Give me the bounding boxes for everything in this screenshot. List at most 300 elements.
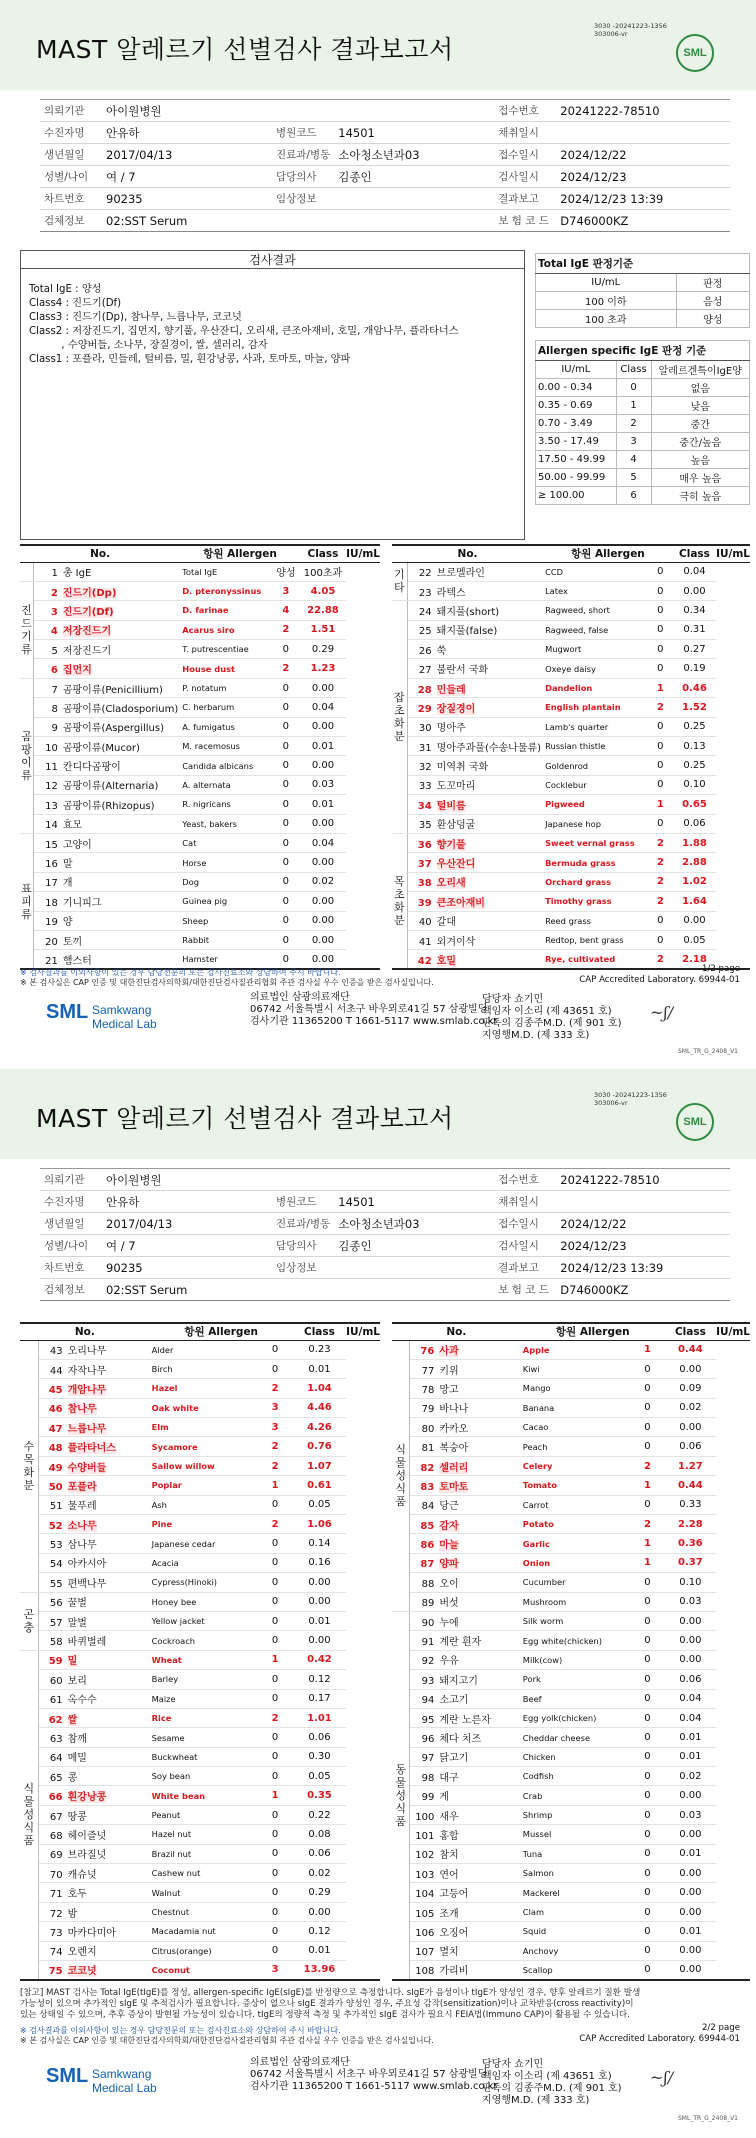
allergen-iu-value: 0.27 xyxy=(673,640,716,659)
allergen-name: 오렌지 xyxy=(67,1947,97,1959)
allergen-row xyxy=(20,659,380,678)
allergen-iu-value: 0.01 xyxy=(300,737,346,756)
allergen-name: 곰팡이류(Cladosporium) xyxy=(62,703,179,715)
allergen-number: 9 xyxy=(51,723,58,735)
allergen-name: 쌀 xyxy=(67,1714,78,1726)
allergen-english-name: Hazel xyxy=(150,1379,258,1398)
allergen-number: 11 xyxy=(45,762,58,774)
allergen-english-name: R. nigricans xyxy=(180,795,272,814)
allergen-row xyxy=(392,1515,750,1534)
allergen-row xyxy=(392,678,750,697)
allergen-iu-value: 0.03 xyxy=(665,1592,716,1611)
allergen-iu-value: 0.04 xyxy=(665,1708,716,1727)
allergen-name: 불란서 국화 xyxy=(436,665,489,677)
column-header: IU/mL xyxy=(346,1323,380,1340)
allergen-class: 0 xyxy=(272,892,300,911)
allergen-number: 85 xyxy=(420,1520,435,1532)
allergen-row xyxy=(20,1456,380,1475)
allergen-number: 98 xyxy=(421,1772,435,1784)
allergen-class: 2 xyxy=(257,1708,292,1727)
signature-image: ~ʃ/ xyxy=(650,1003,674,1022)
allergen-name: 진드기(Df) xyxy=(62,606,114,618)
allergen-class: 2 xyxy=(648,950,673,969)
allergen-name: 가리비 xyxy=(439,1966,469,1978)
allergen-english-name: Tuna xyxy=(521,1844,630,1863)
allergen-row xyxy=(392,1573,750,1592)
allergen-row xyxy=(20,930,380,949)
allergen-number: 106 xyxy=(415,1927,435,1939)
allergen-english-name: Crab xyxy=(521,1786,630,1805)
allergen-number: 21 xyxy=(45,955,58,967)
allergen-english-name: Citrus(orange) xyxy=(150,1941,258,1960)
allergen-row xyxy=(20,1864,380,1883)
hospital-code: 14501 xyxy=(334,122,494,144)
allergen-iu-value: 1.07 xyxy=(293,1456,346,1475)
allergen-row xyxy=(20,1922,380,1941)
column-header: Class xyxy=(300,545,346,562)
allergen-number: 54 xyxy=(49,1559,63,1571)
allergen-row xyxy=(20,1553,380,1572)
allergen-row xyxy=(20,1786,380,1805)
allergen-number: 88 xyxy=(421,1578,435,1590)
allergen-iu-value: 0.00 xyxy=(293,1573,346,1592)
allergen-name: 기니피그 xyxy=(62,897,102,909)
allergen-class: 0 xyxy=(648,562,673,581)
allergen-name: 밀 xyxy=(67,1656,78,1668)
allergen-name: 개 xyxy=(62,878,73,890)
allergen-row xyxy=(392,1418,750,1437)
allergen-iu-value: 0.30 xyxy=(293,1747,346,1766)
allergen-class: 0 xyxy=(257,1922,292,1941)
allergen-number: 45 xyxy=(48,1384,63,1396)
allergen-english-name: Japanese cedar xyxy=(150,1534,258,1553)
allergen-row xyxy=(392,1864,750,1883)
allergen-name: 물푸레 xyxy=(67,1501,97,1513)
allergen-name: 장질경이 xyxy=(436,703,476,715)
allergen-name: 양파 xyxy=(439,1559,459,1571)
allergen-english-name: Sheep xyxy=(180,911,272,930)
allergen-group-label: 동물성식품 xyxy=(392,1611,410,1979)
allergen-class: 0 xyxy=(630,1631,664,1650)
allergen-english-name: Cashew nut xyxy=(150,1864,258,1883)
allergen-row xyxy=(20,1534,380,1553)
allergen-name: 복숭아 xyxy=(439,1443,469,1455)
allergen-class: 0 xyxy=(257,1553,292,1572)
allergen-row xyxy=(20,1961,380,1980)
allergen-row xyxy=(392,775,750,794)
allergen-number: 47 xyxy=(48,1423,63,1435)
allergen-row xyxy=(20,833,380,852)
allergen-iu-value: 0.08 xyxy=(293,1825,346,1844)
allergen-english-name: Peach xyxy=(521,1437,630,1456)
allergen-row xyxy=(392,1534,750,1553)
allergen-name: 곰팡이류(Rhizopus) xyxy=(62,800,155,812)
chart-number: 90235 xyxy=(102,188,272,210)
allergen-english-name: A. alternata xyxy=(180,775,272,794)
allergen-iu-value: 0.00 xyxy=(673,911,716,930)
allergen-number: 13 xyxy=(45,800,58,812)
allergen-iu-value: 0.23 xyxy=(293,1340,346,1359)
result-line: Class3 : 진드기(Dp), 참나무, 느릅나무, 코코넛 xyxy=(29,312,242,323)
allergen-row xyxy=(392,1476,750,1495)
allergen-english-name: Codfish xyxy=(521,1767,630,1786)
allergen-name: 연어 xyxy=(439,1869,459,1881)
allergen-number: 60 xyxy=(49,1675,63,1687)
allergen-name: 감자 xyxy=(439,1520,459,1532)
allergen-name: 브라질넛 xyxy=(67,1850,107,1862)
allergen-name: 개암나무 xyxy=(67,1384,107,1396)
allergen-class: 0 xyxy=(648,930,673,949)
allergen-iu-value: 0.14 xyxy=(293,1534,346,1553)
allergen-row xyxy=(392,1941,750,1960)
allergen-number: 33 xyxy=(418,781,432,793)
allergen-class: 0 xyxy=(648,581,673,600)
allergen-row xyxy=(392,756,750,775)
allergen-english-name: Mussel xyxy=(521,1825,630,1844)
allergen-iu-value: 0.65 xyxy=(673,795,716,814)
allergen-class: 0 xyxy=(272,833,300,852)
column-header: 항원 Allergen xyxy=(521,1323,665,1340)
allergen-iu-value: 0.00 xyxy=(665,1825,716,1844)
allergen-iu-value: 0.12 xyxy=(293,1922,346,1941)
allergen-english-name: Pork xyxy=(521,1670,630,1689)
allergen-row xyxy=(392,930,750,949)
allergen-english-name: Garlic xyxy=(521,1534,630,1553)
allergen-name: 당근 xyxy=(439,1501,459,1513)
allergen-iu-value: 0.00 xyxy=(665,1941,716,1960)
column-header: No. xyxy=(392,545,543,562)
allergen-name: 돼지풀(false) xyxy=(436,626,498,638)
allergen-row xyxy=(392,1456,750,1475)
specific-ige-criteria: Allergen specific IgE 판정 기준 IU/mL Class 알레르겐특이IgE양 0.00 - 0.34 0 없음 0.35 - 0.69 1 낮음 0.70 - 3.49 2 중간 3.50 - 17.49 3 중간/높음 17.50 - 49.99 4 높음 50.00 - 99.99 5 매우 높음 ≥ 100.00 6 극히 높음 xyxy=(535,340,750,505)
allergen-class: 0 xyxy=(630,1864,664,1883)
allergen-english-name: Redtop, bent grass xyxy=(543,930,648,949)
allergen-class: 4 xyxy=(272,601,300,620)
allergen-iu-value: 0.00 xyxy=(293,1592,346,1611)
allergen-iu-value: 0.31 xyxy=(673,620,716,639)
allergen-english-name: Cheddar cheese xyxy=(521,1728,630,1747)
allergen-row xyxy=(20,1476,380,1495)
allergen-name: 효모 xyxy=(62,820,83,832)
allergen-row xyxy=(20,1495,380,1514)
allergen-name: 오리나무 xyxy=(67,1346,107,1358)
allergen-row xyxy=(392,1379,750,1398)
allergen-number: 76 xyxy=(420,1346,435,1358)
allergen-class: 0 xyxy=(630,1398,664,1417)
allergen-name: 키위 xyxy=(439,1365,459,1377)
allergen-english-name: Potato xyxy=(521,1515,630,1534)
allergen-name: 버섯 xyxy=(439,1598,459,1610)
allergen-name: 돼지풀(short) xyxy=(436,606,500,618)
allergen-row xyxy=(392,562,750,581)
allergen-number: 87 xyxy=(420,1559,435,1571)
allergen-class: 0 xyxy=(630,1379,664,1398)
patient-info-table: 의뢰기관 아이원병원 접수번호 20241222-78510 수진자명 안유하 병원코드 14501 채취일시 생년월일 2017/04/13 진료과/병동 소아청소년과03 접수일시 2024/12/22 성별/나이 여 / 7 담당의사 김종인 검사일시 2024/12/23 차트번호 90235 임상정보 결과보고 2024/12/23 13:39 검체정보 02:SST Serum 보 험 코 드 D746000KZ xyxy=(40,1168,730,1301)
allergen-number: 28 xyxy=(417,684,432,696)
allergen-name: 밤 xyxy=(67,1908,78,1920)
allergen-name: 큰조아재비 xyxy=(436,897,485,909)
allergen-iu-value: 0.06 xyxy=(665,1670,716,1689)
allergen-class: 0 xyxy=(257,1941,292,1960)
allergen-row xyxy=(392,1825,750,1844)
allergen-iu-value: 0.00 xyxy=(293,1631,346,1650)
allergen-iu-value: 1.02 xyxy=(673,872,716,891)
allergen-row xyxy=(392,1495,750,1514)
allergen-number: 67 xyxy=(49,1811,63,1823)
column-header: IU/mL xyxy=(716,545,750,562)
allergen-english-name: Pigweed xyxy=(543,795,648,814)
allergen-name: 캐슈넛 xyxy=(67,1869,97,1881)
allergen-class: 0 xyxy=(630,1941,664,1960)
allergen-name: 외겨이삭 xyxy=(436,936,476,948)
allergen-english-name: Salmon xyxy=(521,1864,630,1883)
allergen-english-name: Ash xyxy=(150,1495,258,1514)
allergen-row xyxy=(392,1708,750,1727)
allergen-row xyxy=(392,1631,750,1650)
allergen-number: 25 xyxy=(418,626,432,638)
allergen-row xyxy=(392,581,750,600)
allergen-row xyxy=(392,1650,750,1669)
allergen-name: 플라타너스 xyxy=(67,1443,116,1455)
allergen-group-label: 잡초화분 xyxy=(392,601,407,834)
allergen-table-2-left xyxy=(20,1322,380,1981)
allergen-class: 2 xyxy=(257,1437,292,1456)
allergen-english-name: Mushroom xyxy=(521,1592,630,1611)
allergen-number: 75 xyxy=(48,1966,63,1978)
allergen-iu-value: 0.00 xyxy=(300,853,346,872)
allergen-class: 0 xyxy=(257,1747,292,1766)
allergen-iu-value: 0.25 xyxy=(673,756,716,775)
allergen-class: 양성 xyxy=(272,562,300,581)
allergen-class: 0 xyxy=(257,1631,292,1650)
allergen-iu-value: 0.00 xyxy=(300,814,346,833)
hospital-value: 아이원병원 xyxy=(102,100,272,122)
allergen-number: 101 xyxy=(415,1830,435,1842)
allergen-name: 수양버들 xyxy=(67,1462,107,1474)
allergen-row xyxy=(20,1515,380,1534)
allergen-class: 0 xyxy=(257,1534,292,1553)
allergen-row xyxy=(392,1786,750,1805)
allergen-english-name: Maize xyxy=(150,1689,258,1708)
allergen-name: 브로멜라인 xyxy=(436,568,485,580)
sml-logo: SML xyxy=(676,1103,714,1141)
allergen-iu-value: 2.18 xyxy=(673,950,716,969)
result-line: , 수양버들, 소나무, 장질경이, 쌀, 셀러리, 감자 xyxy=(29,340,268,351)
allergen-class: 0 xyxy=(630,1728,664,1747)
allergen-iu-value: 0.00 xyxy=(300,930,346,949)
allergen-iu-value: 1.88 xyxy=(673,833,716,852)
allergen-name: 곰팡이류(Penicillium) xyxy=(62,684,163,696)
allergen-number: 16 xyxy=(45,859,58,871)
allergen-name: 토마토 xyxy=(439,1481,469,1493)
allergen-class: 2 xyxy=(648,698,673,717)
allergen-english-name: Chestnut xyxy=(150,1902,258,1921)
allergen-row xyxy=(392,892,750,911)
allergen-class: 0 xyxy=(648,911,673,930)
allergen-iu-value: 0.00 xyxy=(300,911,346,930)
allergen-iu-value: 0.61 xyxy=(293,1476,346,1495)
allergen-class: 0 xyxy=(257,1864,292,1883)
allergen-class: 0 xyxy=(648,775,673,794)
allergen-row xyxy=(20,1573,380,1592)
allergen-english-name: T. putrescentiae xyxy=(180,640,272,659)
allergen-number: 71 xyxy=(49,1889,63,1901)
page-number-2: 2/2 page CAP Accredited Laboratory. 69944-01 xyxy=(579,2023,740,2044)
allergen-row xyxy=(392,795,750,814)
allergen-row xyxy=(20,640,380,659)
allergen-class: 0 xyxy=(630,1418,664,1437)
allergen-english-name: D. pteronyssinus xyxy=(180,581,272,600)
allergen-class: 1 xyxy=(630,1534,664,1553)
allergen-row xyxy=(392,814,750,833)
allergen-english-name: Sycamore xyxy=(150,1437,258,1456)
allergen-class: 0 xyxy=(630,1611,664,1630)
allergen-class: 0 xyxy=(272,775,300,794)
allergen-class: 1 xyxy=(257,1650,292,1669)
allergen-name: 오이 xyxy=(439,1578,459,1590)
allergen-name: 갈대 xyxy=(436,917,456,929)
doctor: 김종인 xyxy=(334,166,494,188)
allergen-class: 0 xyxy=(648,737,673,756)
allergen-row xyxy=(20,775,380,794)
allergen-row xyxy=(20,1418,380,1437)
allergen-class: 0 xyxy=(630,1592,664,1611)
allergen-english-name: Cypress(Hinoki) xyxy=(150,1573,258,1592)
allergen-iu-value: 22.88 xyxy=(300,601,346,620)
allergen-name: 편백나무 xyxy=(67,1578,107,1590)
allergen-row xyxy=(392,1670,750,1689)
allergen-english-name: English plantain xyxy=(543,698,648,717)
allergen-number: 108 xyxy=(415,1966,435,1978)
allergen-row xyxy=(392,620,750,639)
allergen-row xyxy=(392,698,750,717)
allergen-class: 1 xyxy=(648,795,673,814)
criteria-row: ≥ 100.00 6 극히 높음 xyxy=(536,487,750,505)
allergen-name: 호두 xyxy=(67,1889,87,1901)
allergen-class: 0 xyxy=(257,1844,292,1863)
allergen-number: 46 xyxy=(48,1404,63,1416)
report-title: MAST 알레르기 선별검사 결과보고서 xyxy=(36,1104,454,1133)
allergen-iu-value: 0.03 xyxy=(665,1805,716,1824)
allergen-english-name: Orchard grass xyxy=(543,872,648,891)
allergen-name: 쑥 xyxy=(436,645,447,657)
allergen-row xyxy=(20,872,380,891)
allergen-english-name: Chicken xyxy=(521,1747,630,1766)
allergen-class: 2 xyxy=(257,1515,292,1534)
allergen-table-1-right xyxy=(392,544,750,970)
allergen-name: 말 xyxy=(62,859,73,871)
allergen-english-name: Carrot xyxy=(521,1495,630,1514)
allergen-iu-value: 13.96 xyxy=(293,1961,346,1980)
result-line: Class2 : 저장진드기, 집먼지, 향기풀, 우산잔디, 오리새, 큰조아재비, 호밀, 개암나무, 플라타너스 xyxy=(29,326,459,337)
allergen-iu-value: 0.09 xyxy=(665,1379,716,1398)
allergen-name: 우유 xyxy=(439,1656,459,1668)
allergen-class: 0 xyxy=(272,640,300,659)
allergen-english-name: Anchovy xyxy=(521,1941,630,1960)
allergen-number: 58 xyxy=(49,1637,63,1649)
allergen-iu-value: 0.00 xyxy=(300,950,346,969)
allergen-english-name: Barley xyxy=(150,1670,258,1689)
allergen-row xyxy=(392,1592,750,1611)
allergen-iu-value: 0.04 xyxy=(300,698,346,717)
allergen-name: 체다 치즈 xyxy=(439,1734,482,1745)
notice-2: ※ 본 검사실은 CAP 인증 및 대한진단검사의학회/대한진단검사질관리협회 주관 검사실 우수 인증을 받은 검사실입니다. xyxy=(20,978,434,987)
allergen-row xyxy=(20,678,380,697)
allergen-row xyxy=(392,1340,750,1359)
allergen-row xyxy=(392,1398,750,1417)
allergen-english-name: Poplar xyxy=(150,1476,258,1495)
allergen-name: 게 xyxy=(439,1792,449,1804)
allergen-row xyxy=(20,1592,380,1611)
column-header: Class xyxy=(293,1323,346,1340)
allergen-iu-value: 0.00 xyxy=(665,1883,716,1902)
allergen-number: 86 xyxy=(420,1540,435,1552)
allergen-name: 털비름 xyxy=(436,800,466,812)
allergen-iu-value: 0.46 xyxy=(673,678,716,697)
allergen-english-name: Buckwheat xyxy=(150,1747,258,1766)
allergen-english-name: Cocklebur xyxy=(543,775,648,794)
reference-code: 3030 -20241223-1356 303006-vr xyxy=(594,1091,667,1107)
allergen-iu-value: 0.00 xyxy=(665,1902,716,1921)
allergen-english-name: Cat xyxy=(180,833,272,852)
samkwang-logo: SML Samkwang Medical Lab xyxy=(46,2065,157,2095)
allergen-iu-value: 0.17 xyxy=(293,1689,346,1708)
sex-age: 여 / 7 xyxy=(102,166,272,188)
allergen-class: 0 xyxy=(630,1961,664,1980)
allergen-row xyxy=(392,1359,750,1378)
allergen-name: 꿀벌 xyxy=(67,1598,87,1610)
allergen-name: 닭고기 xyxy=(439,1753,469,1765)
department: 소아청소년과03 xyxy=(334,144,494,166)
allergen-iu-value: 0.19 xyxy=(673,659,716,678)
allergen-name: 코코넛 xyxy=(67,1966,97,1978)
allergen-class: 1 xyxy=(630,1340,664,1359)
allergen-english-name: A. fumigatus xyxy=(180,717,272,736)
allergen-iu-value: 0.00 xyxy=(665,1418,716,1437)
footer-signatories: 담당자 쇼기민 책임자 이소리 (제 43651 호) 판독의 김종주M.D. (제 901 호) 지영행M.D. (제 333 호) xyxy=(482,2059,622,2106)
allergen-iu-value: 100초과 xyxy=(300,562,346,581)
allergen-class: 1 xyxy=(630,1553,664,1572)
allergen-english-name: Guinea pig xyxy=(180,892,272,911)
allergen-english-name: Mango xyxy=(521,1379,630,1398)
allergen-row xyxy=(392,659,750,678)
allergen-name: 민들레 xyxy=(436,684,466,696)
allergen-number: 100 xyxy=(415,1811,435,1823)
allergen-number: 5 xyxy=(51,645,58,657)
allergen-english-name: Oak white xyxy=(150,1398,258,1417)
allergen-number: 61 xyxy=(49,1695,63,1707)
allergen-row xyxy=(392,1747,750,1766)
allergen-row xyxy=(20,1398,380,1417)
allergen-row xyxy=(392,1689,750,1708)
allergen-iu-value: 0.01 xyxy=(293,1359,346,1378)
reported-date: 2024/12/23 13:39 xyxy=(556,188,730,210)
allergen-name: 느릅나무 xyxy=(67,1423,107,1435)
allergen-english-name: Milk(cow) xyxy=(521,1650,630,1669)
allergen-class: 2 xyxy=(648,833,673,852)
allergen-row xyxy=(20,1650,380,1669)
column-header: IU/mL xyxy=(716,1323,750,1340)
allergen-class: 1 xyxy=(257,1476,292,1495)
allergen-class: 0 xyxy=(257,1592,292,1611)
allergen-iu-value: 1.27 xyxy=(665,1456,716,1475)
allergen-name: 집먼지 xyxy=(62,665,92,677)
criteria-row: 50.00 - 99.99 5 매우 높음 xyxy=(536,469,750,487)
allergen-class: 2 xyxy=(648,892,673,911)
allergen-class: 3 xyxy=(257,1961,292,1980)
allergen-row xyxy=(20,1767,380,1786)
allergen-class: 0 xyxy=(630,1883,664,1902)
